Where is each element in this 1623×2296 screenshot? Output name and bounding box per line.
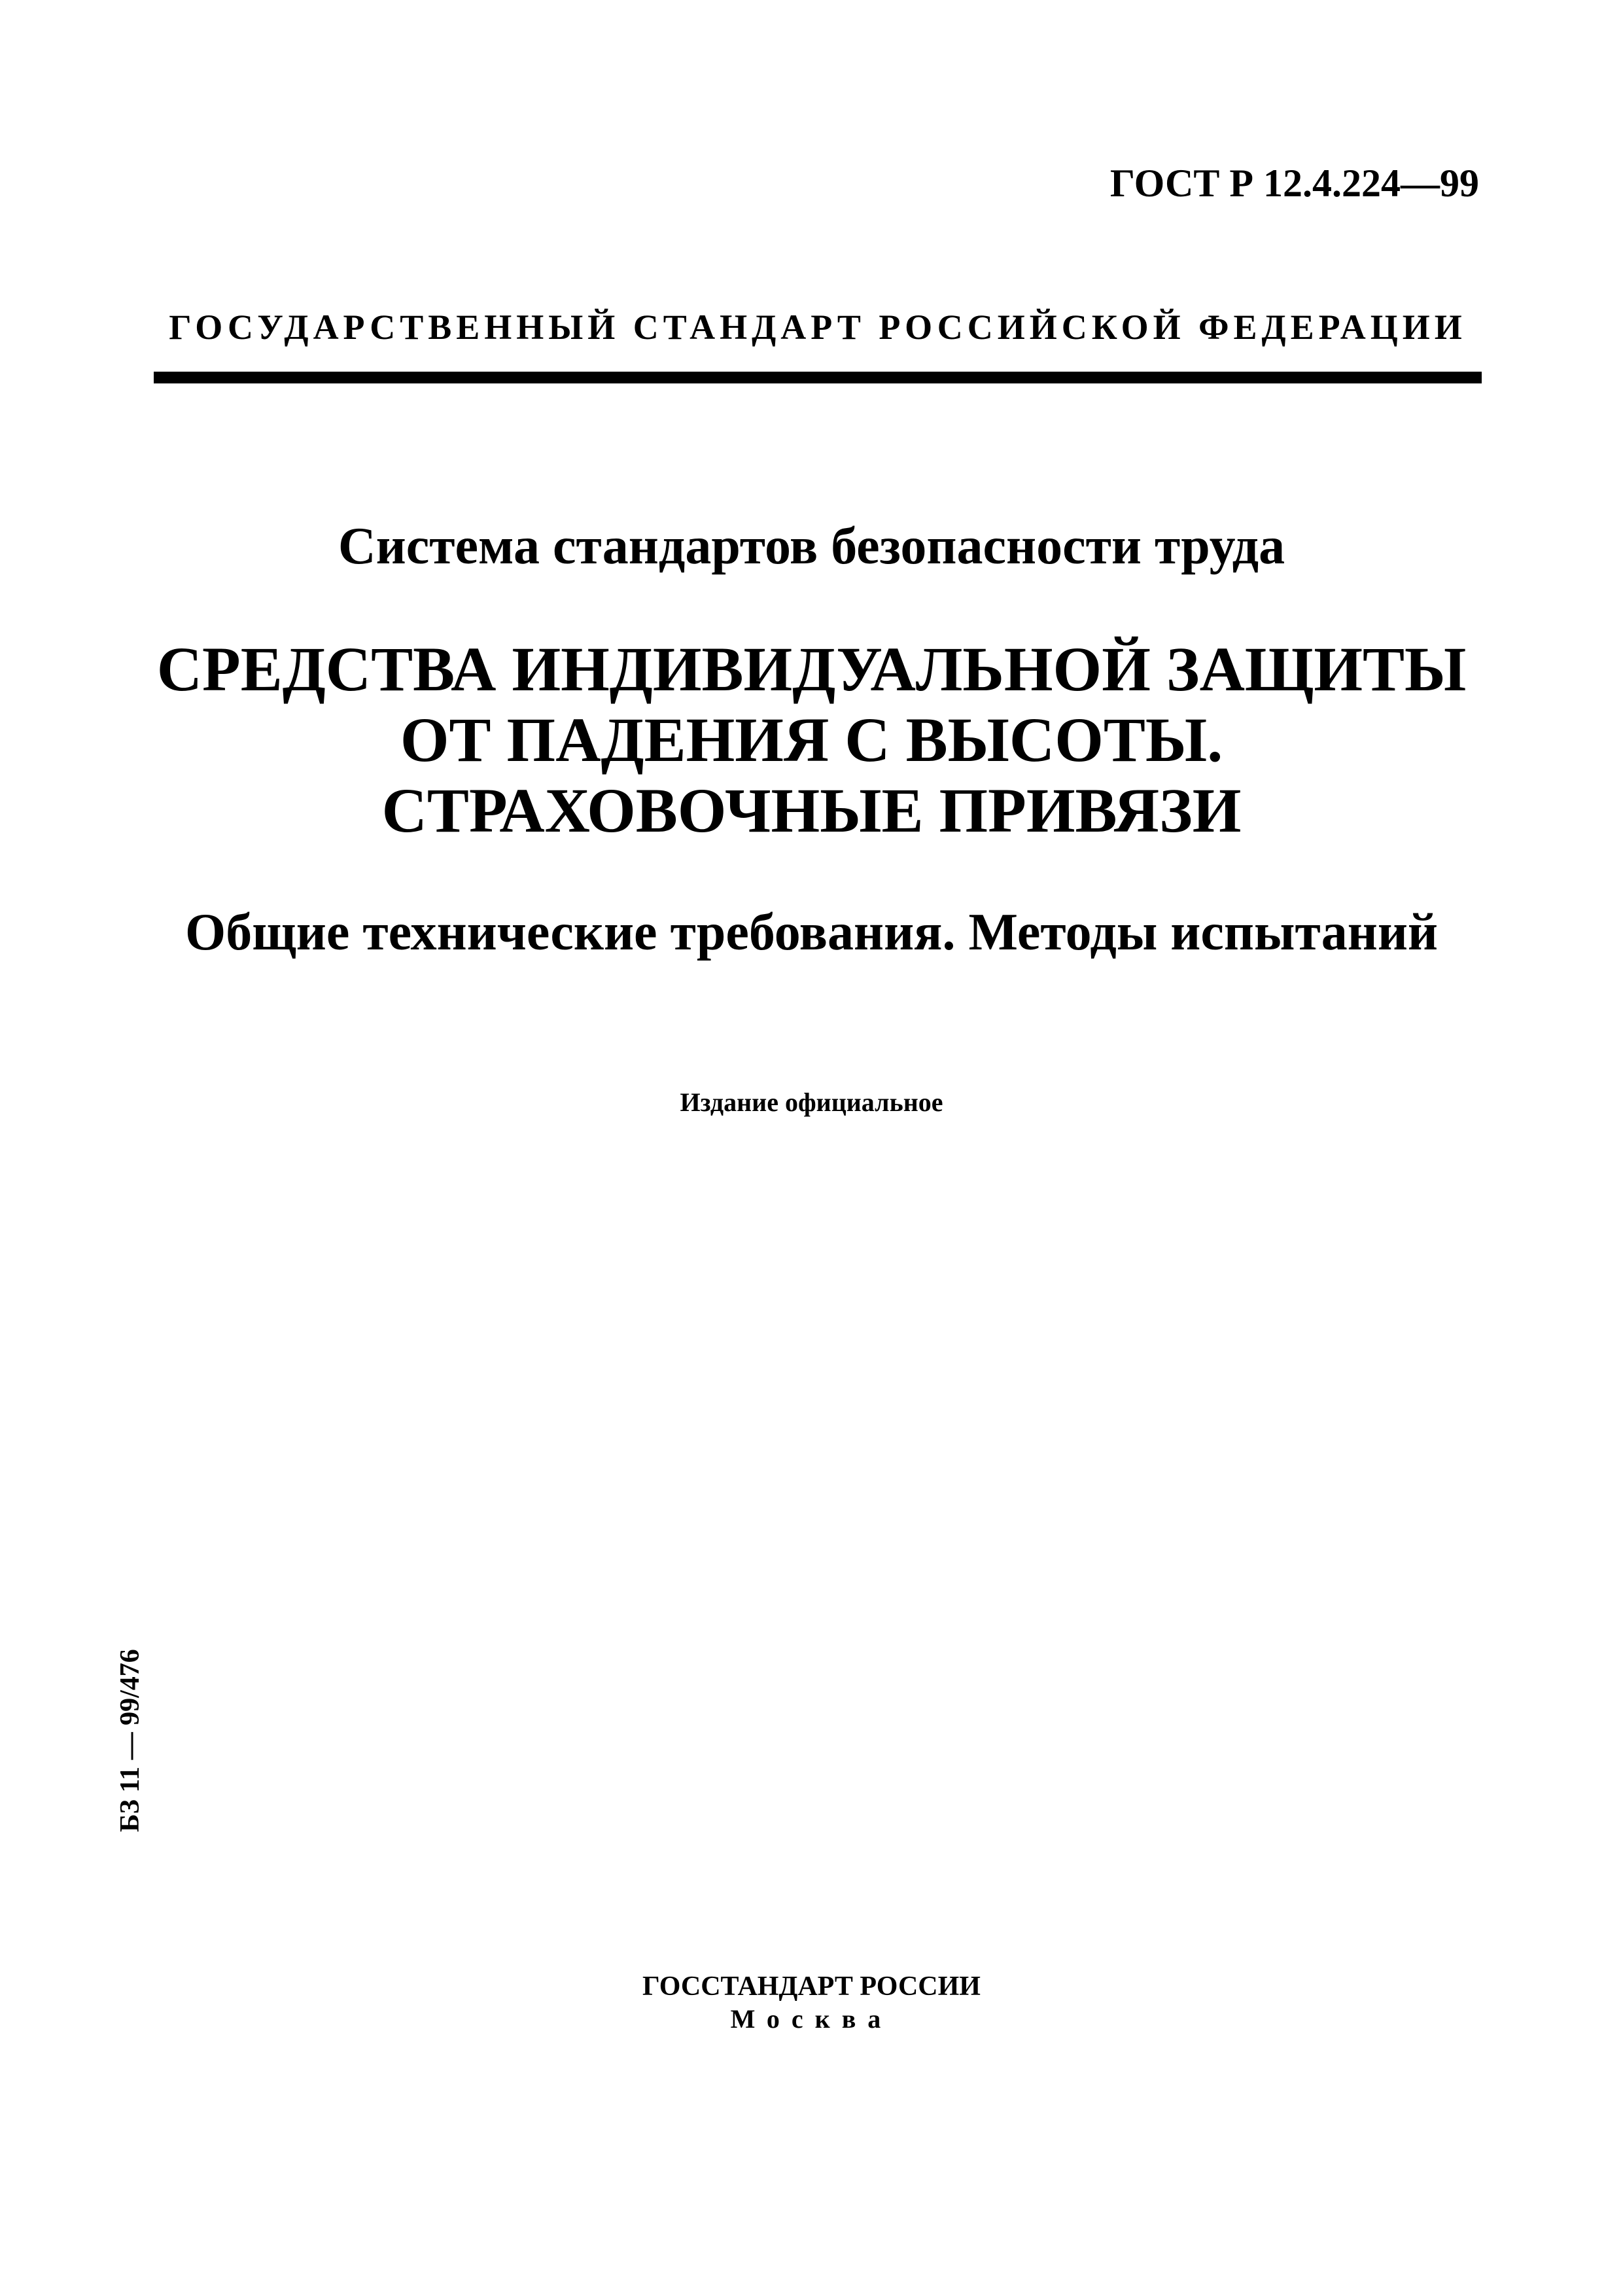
series-title: Система стандартов безопасности труда [338, 518, 1285, 575]
main-title-line: СТРАХОВОЧНЫЕ ПРИВЯЗИ [381, 775, 1242, 845]
header-divider [154, 372, 1482, 383]
publisher-city: Москва [730, 2004, 893, 2034]
main-title [0, 634, 1623, 850]
side-registration-code: БЗ 11 — 99/476 [115, 1649, 145, 1832]
subtitle: Общие технические требования. Методы испытаний [185, 904, 1438, 961]
document-code: ГОСТ Р 12.4.224—99 [1109, 162, 1479, 205]
publisher-name: ГОССТАНДАРТ РОССИИ [642, 1971, 981, 2002]
main-title-line: ОТ ПАДЕНИЯ С ВЫСОТЫ. [400, 705, 1223, 775]
main-title-line: СРЕДСТВА ИНДИВИДУАЛЬНОЙ ЗАЩИТЫ [156, 634, 1467, 704]
state-standard-heading: ГОСУДАРСТВЕННЫЙ СТАНДАРТ РОССИЙСКОЙ ФЕДЕРАЦИИ [169, 308, 1467, 347]
edition-label: Издание официальное [680, 1087, 943, 1117]
